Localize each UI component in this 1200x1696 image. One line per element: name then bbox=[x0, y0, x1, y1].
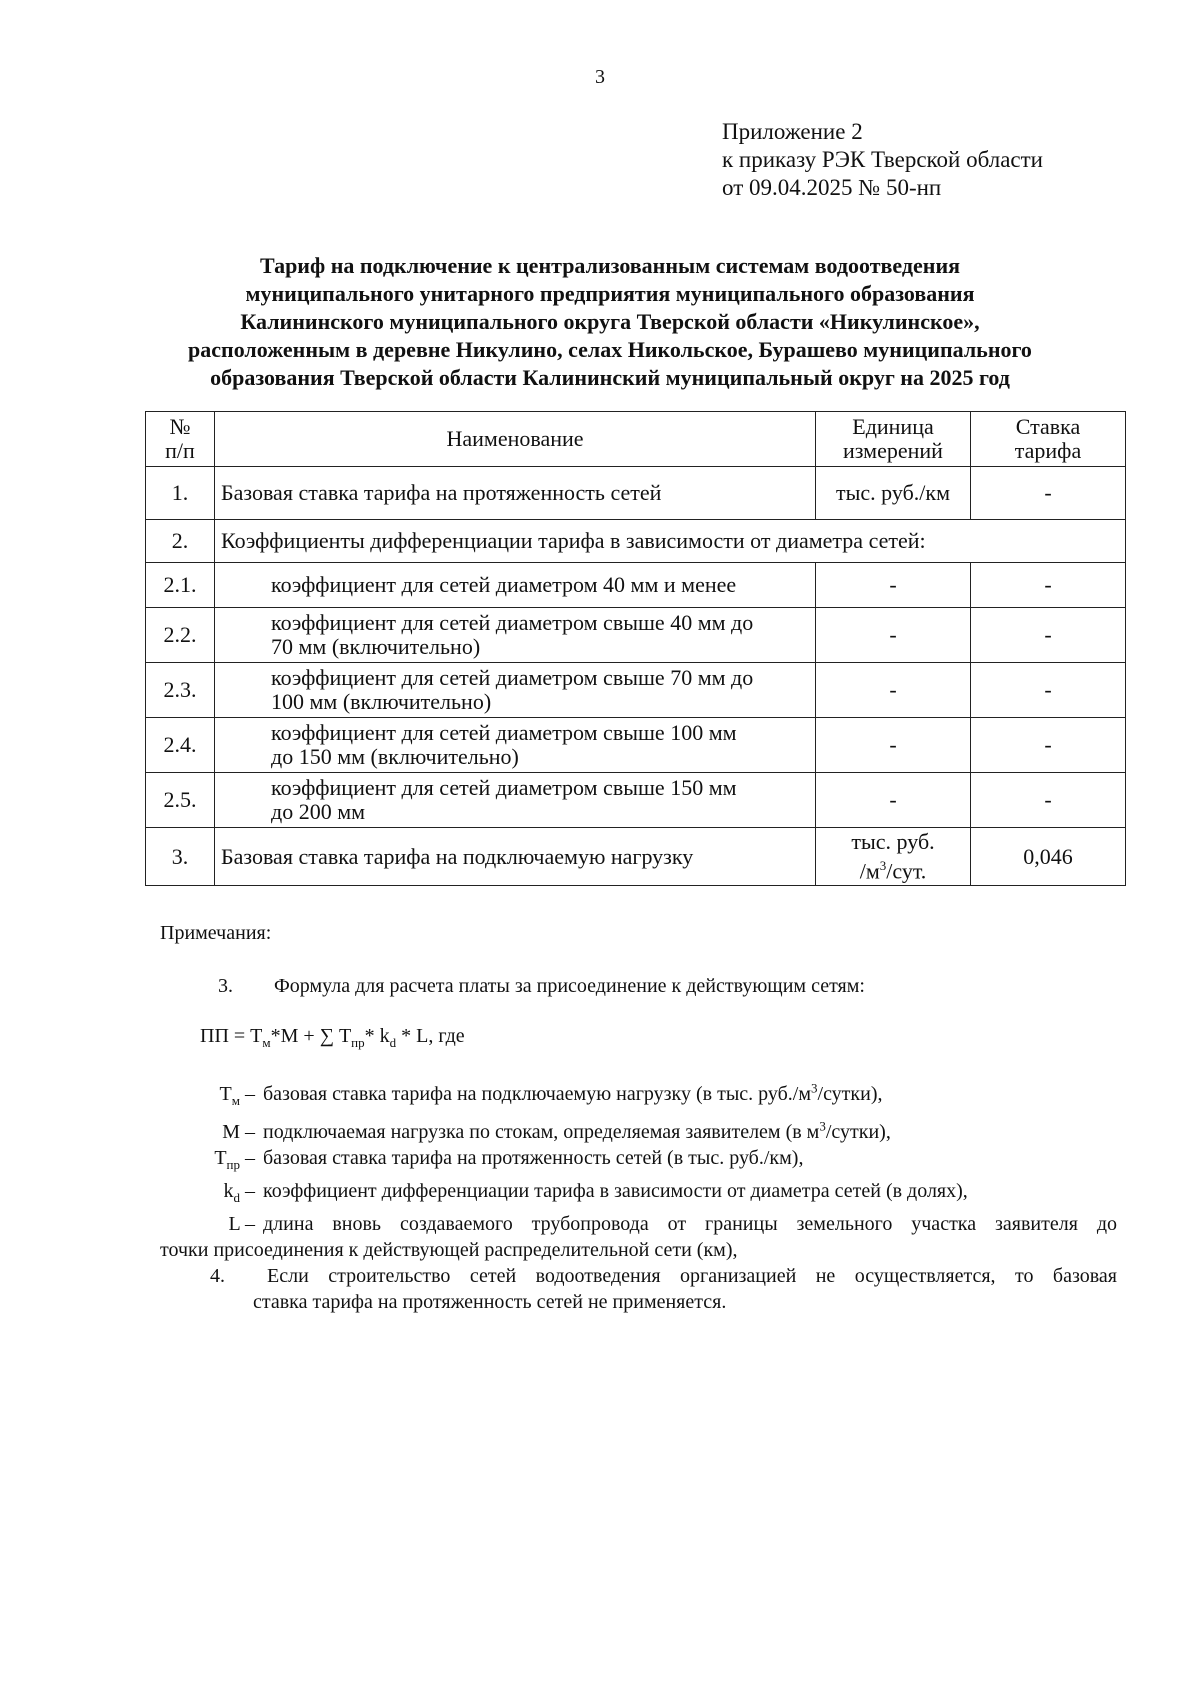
text-pre: базовая ставка тарифа на подключаемую нагрузку (в тыс. руб./м bbox=[263, 1082, 812, 1105]
definition-row bbox=[160, 1211, 1117, 1237]
row-name-line1: коэффициент для сетей диаметром свыше 70 мм до bbox=[271, 665, 754, 690]
formula-sub: м bbox=[262, 1035, 271, 1050]
definition-text: коэффициент дифференциации тарифа в зависимости от диаметра сетей (в долях), bbox=[263, 1180, 968, 1203]
definition-text bbox=[263, 1080, 883, 1105]
row-rate: - bbox=[971, 663, 1126, 718]
row-unit: - bbox=[816, 663, 971, 718]
formula-part: * k bbox=[364, 1025, 390, 1047]
definition-symbol bbox=[160, 1119, 263, 1145]
definition-continuation: точки присоединения к действующей распределительной сети (км), bbox=[160, 1239, 738, 1262]
table-row bbox=[146, 467, 1126, 520]
header-unit-line2: измерений bbox=[843, 438, 943, 463]
unit-pre: /м bbox=[859, 858, 880, 884]
definition-symbol bbox=[160, 1178, 263, 1211]
row-unit: - bbox=[816, 773, 971, 828]
header-rate bbox=[971, 412, 1126, 467]
notes-title: Примечания: bbox=[160, 922, 272, 944]
header-rate-line1: Ставка bbox=[1015, 414, 1081, 439]
row-name-line1: коэффициент для сетей диаметром свыше 40 мм до bbox=[271, 610, 754, 635]
row-name: Базовая ставка тарифа на подключаемую нагрузку bbox=[215, 828, 816, 886]
document-title bbox=[140, 252, 1080, 392]
row-unit: - bbox=[816, 718, 971, 773]
row-num: 3. bbox=[146, 828, 215, 886]
symbol-text: k bbox=[223, 1180, 234, 1203]
formula-sub: d bbox=[389, 1035, 397, 1050]
symbol-sub: d bbox=[233, 1190, 240, 1206]
row-unit: тыс. руб./км bbox=[816, 467, 971, 520]
header-num bbox=[146, 412, 215, 467]
note-3-number: 3. bbox=[218, 975, 233, 997]
title-line-5: образования Тверской области Калининский муниципальный округ на 2025 год bbox=[210, 365, 1010, 390]
table-row bbox=[146, 608, 1126, 663]
header-unit bbox=[816, 412, 971, 467]
appendix-line-1: Приложение 2 bbox=[722, 119, 863, 144]
symbol-dash: – bbox=[240, 1121, 255, 1144]
row-rate: - bbox=[971, 718, 1126, 773]
table-row bbox=[146, 828, 1126, 886]
table-header-row bbox=[146, 412, 1126, 467]
row-num: 2. bbox=[146, 520, 215, 563]
text-pre: подключаемая нагрузка по стокам, определяемая заявителем (в м bbox=[263, 1121, 820, 1144]
definition-symbol bbox=[160, 1211, 263, 1237]
row-name-line2: 70 мм (включительно) bbox=[271, 634, 481, 659]
symbol-sub: м bbox=[231, 1092, 240, 1108]
table-row bbox=[146, 663, 1126, 718]
row-name: Базовая ставка тарифа на протяженность сетей bbox=[215, 467, 816, 520]
symbol-dash: – bbox=[240, 1213, 255, 1236]
row-name: Коэффициенты дифференциации тарифа в зависимости от диаметра сетей: bbox=[215, 520, 1126, 563]
title-line-4: расположенным в деревне Никулино, селах Никольское, Бурашево муниципального bbox=[188, 337, 1032, 362]
row-unit bbox=[816, 828, 971, 886]
header-num-line2: п/п bbox=[165, 438, 195, 463]
definition-row bbox=[160, 1075, 1117, 1114]
definition-row bbox=[160, 1178, 1117, 1211]
symbol-dash: – bbox=[240, 1147, 255, 1170]
formula-part: *М + ∑ Т bbox=[270, 1025, 352, 1047]
definition-row bbox=[160, 1114, 1117, 1146]
row-unit-line1: тыс. руб. bbox=[851, 829, 935, 854]
symbol-sub: пр bbox=[226, 1157, 240, 1173]
row-name-line2: до 150 мм (включительно) bbox=[271, 744, 519, 769]
formula bbox=[200, 1025, 465, 1051]
page-number: 3 bbox=[595, 66, 605, 88]
note-4-number: 4. bbox=[210, 1265, 225, 1288]
row-name-line1: коэффициент для сетей диаметром свыше 150 мм bbox=[271, 775, 737, 800]
definition-symbol bbox=[160, 1081, 263, 1114]
formula-sub: пр bbox=[351, 1035, 365, 1050]
row-num: 2.2. bbox=[146, 608, 215, 663]
row-rate: - bbox=[971, 467, 1126, 520]
symbol-dash: – bbox=[240, 1180, 255, 1203]
row-num: 2.5. bbox=[146, 773, 215, 828]
appendix-header bbox=[722, 118, 1043, 202]
row-num: 2.4. bbox=[146, 718, 215, 773]
text-post: /сутки), bbox=[825, 1121, 891, 1144]
row-unit: - bbox=[816, 608, 971, 663]
text-sup: 3 bbox=[811, 1080, 818, 1095]
row-num: 2.1. bbox=[146, 563, 215, 608]
symbol-text: Т bbox=[219, 1082, 232, 1105]
appendix-line-3: от 09.04.2025 № 50-нп bbox=[722, 175, 942, 200]
appendix-line-2: к приказу РЭК Тверской области bbox=[722, 147, 1043, 172]
title-line-1: Тариф на подключение к централизованным системам водоотведения bbox=[259, 253, 961, 278]
row-rate: - bbox=[971, 773, 1126, 828]
formula-part: ПП = Т bbox=[200, 1025, 263, 1047]
unit-post: /сут. bbox=[886, 858, 927, 884]
symbol-text: Т bbox=[214, 1147, 227, 1170]
title-line-3: Калининского муниципального округа Тверской области «Никулинское», bbox=[240, 309, 980, 334]
symbol-text: М bbox=[222, 1121, 240, 1144]
note-4-line2: ставка тарифа на протяженность сетей не применяется. bbox=[253, 1291, 727, 1314]
row-name bbox=[215, 663, 816, 718]
note-4 bbox=[160, 1263, 1117, 1315]
definitions-block bbox=[160, 1075, 1117, 1315]
table-row bbox=[146, 773, 1126, 828]
row-name bbox=[215, 718, 816, 773]
row-name-line1: коэффициент для сетей диаметром свыше 100 мм bbox=[271, 720, 737, 745]
note-3 bbox=[218, 975, 865, 998]
row-name bbox=[215, 608, 816, 663]
note-4-text: Если строительство сетей водоотведения организацией не осуществляется, то базовая bbox=[267, 1265, 1117, 1288]
symbol-text: L bbox=[228, 1213, 240, 1236]
row-name-line2: до 200 мм bbox=[271, 799, 366, 824]
title-line-2: муниципального унитарного предприятия муниципального образования bbox=[245, 281, 975, 306]
definition-text: длина вновь создаваемого трубопровода от границы земельного участка заявителя до bbox=[263, 1213, 1117, 1236]
definition-text: базовая ставка тарифа на протяженность сетей (в тыс. руб./км), bbox=[263, 1147, 804, 1170]
row-num: 1. bbox=[146, 467, 215, 520]
header-rate-line2: тарифа bbox=[1014, 438, 1082, 463]
symbol-dash: – bbox=[240, 1082, 255, 1105]
definition-symbol bbox=[160, 1145, 263, 1178]
header-name: Наименование bbox=[215, 412, 816, 467]
tariff-table bbox=[145, 411, 1126, 886]
row-rate: - bbox=[971, 563, 1126, 608]
note-3-text: Формула для расчета платы за присоединение к действующим сетям: bbox=[274, 975, 865, 997]
formula-part: * L, где bbox=[396, 1025, 465, 1047]
header-unit-line1: Единица bbox=[852, 414, 934, 439]
table-row bbox=[146, 563, 1126, 608]
unit-sup: 3 bbox=[879, 858, 887, 873]
header-num-line1: № bbox=[169, 414, 191, 439]
definition-row bbox=[160, 1145, 1117, 1178]
row-rate: 0,046 bbox=[971, 828, 1126, 886]
text-post: /сутки), bbox=[817, 1082, 883, 1105]
row-name-line2: 100 мм (включительно) bbox=[271, 689, 492, 714]
row-unit: - bbox=[816, 563, 971, 608]
row-unit-line2 bbox=[822, 854, 964, 883]
text-sup: 3 bbox=[819, 1118, 826, 1134]
row-name bbox=[215, 773, 816, 828]
table-row bbox=[146, 718, 1126, 773]
row-rate: - bbox=[971, 608, 1126, 663]
row-name: коэффициент для сетей диаметром 40 мм и менее bbox=[215, 563, 816, 608]
note-4-line1 bbox=[160, 1263, 1117, 1289]
table-row bbox=[146, 520, 1126, 563]
definition-text bbox=[263, 1118, 891, 1144]
row-num: 2.3. bbox=[146, 663, 215, 718]
